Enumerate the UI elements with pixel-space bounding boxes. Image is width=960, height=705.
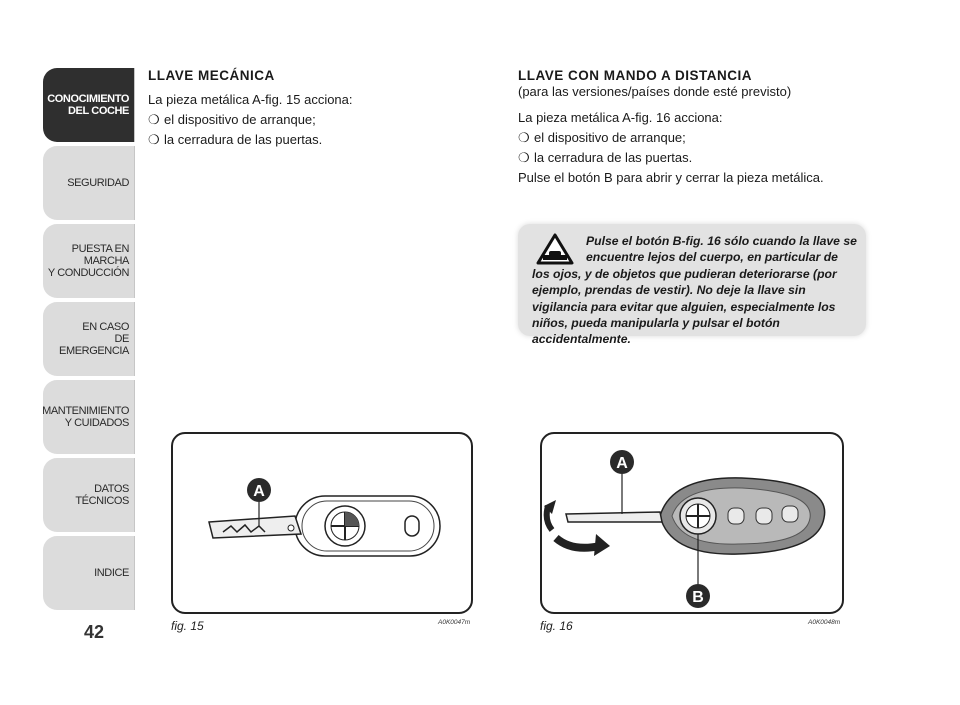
tab-indice[interactable] xyxy=(43,536,135,610)
tab-label: SEGURIDAD xyxy=(67,177,129,189)
bullet-icon: ❍ xyxy=(518,150,530,165)
tab-en-caso-de-emergencia[interactable] xyxy=(43,302,135,376)
section-title-llave-mando: LLAVE CON MANDO A DISTANCIA xyxy=(518,68,752,83)
left-intro: La pieza metálica A-fig. 15 acciona: xyxy=(148,92,353,107)
figure-16-caption: fig. 16 xyxy=(540,619,573,633)
bullet-icon: ❍ xyxy=(148,132,160,147)
tab-datos-tecnicos[interactable] xyxy=(43,458,135,532)
bullet-icon: ❍ xyxy=(518,130,530,145)
list-item-text: el dispositivo de arranque; xyxy=(164,112,316,127)
tab-label: CONOCIMIENTO DEL COCHE xyxy=(47,93,129,117)
figure-15-code: A0K0047m xyxy=(438,619,471,626)
tab-seguridad[interactable] xyxy=(43,146,135,220)
list-item-text: la cerradura de las puertas. xyxy=(534,150,693,165)
callout-b-label: B xyxy=(692,589,704,606)
tab-puesta-en-marcha[interactable] xyxy=(43,224,135,298)
warning-content xyxy=(532,233,858,348)
mechanical-key-illustration xyxy=(173,434,471,612)
right-intro: La pieza metálica A-fig. 16 acciona: xyxy=(518,110,723,125)
tab-mantenimiento[interactable] xyxy=(43,380,135,454)
warning-text: Pulse el botón B-fig. 16 sólo cuando la llave se encuentre lejos del cuerpo, en particular de los ojos, y de objetos que pudieran deteriorarse (por ejemplo, prendas de vestir). No deje la llave sin vigilancia para evitar que alguien, especialmente los niños, pueda manipularla y pulsar el botón accidentalmente. xyxy=(532,234,857,347)
page-number: 42 xyxy=(84,622,105,642)
figure-15-frame xyxy=(171,432,473,614)
list-item xyxy=(518,128,686,148)
tab-conocimiento-del-coche[interactable] xyxy=(43,68,135,142)
warning-triangle-icon xyxy=(536,233,574,265)
tab-label: PUESTA EN MARCHA Y CONDUCCIÓN xyxy=(47,243,129,279)
figure-15-caption: fig. 15 xyxy=(171,619,204,633)
right-outro: Pulse el botón B para abrir y cerrar la pieza metálica. xyxy=(518,170,824,185)
tab-label: DATOS TÉCNICOS xyxy=(75,483,129,507)
bullet-icon: ❍ xyxy=(148,112,160,127)
warning-box xyxy=(518,224,866,347)
list-item xyxy=(148,130,322,150)
list-item xyxy=(518,148,692,168)
tab-label: INDICE xyxy=(94,567,129,579)
tab-label: MANTENIMIENTO Y CUIDADOS xyxy=(42,405,129,429)
tab-label: EN CASO DE EMERGENCIA xyxy=(59,321,129,357)
right-subtitle: (para las versiones/países donde esté previsto) xyxy=(518,84,792,99)
remote-key-illustration xyxy=(542,434,842,612)
figure-16-code: A0K0048m xyxy=(808,619,841,626)
callout-a-label: A xyxy=(253,483,265,500)
list-item-text: la cerradura de las puertas. xyxy=(164,132,323,147)
section-title-llave-mecanica: LLAVE MECÁNICA xyxy=(148,68,275,83)
figure-16-frame xyxy=(540,432,844,614)
callout-a-label: A xyxy=(616,455,628,472)
list-item-text: el dispositivo de arranque; xyxy=(534,130,686,145)
list-item xyxy=(148,110,316,130)
